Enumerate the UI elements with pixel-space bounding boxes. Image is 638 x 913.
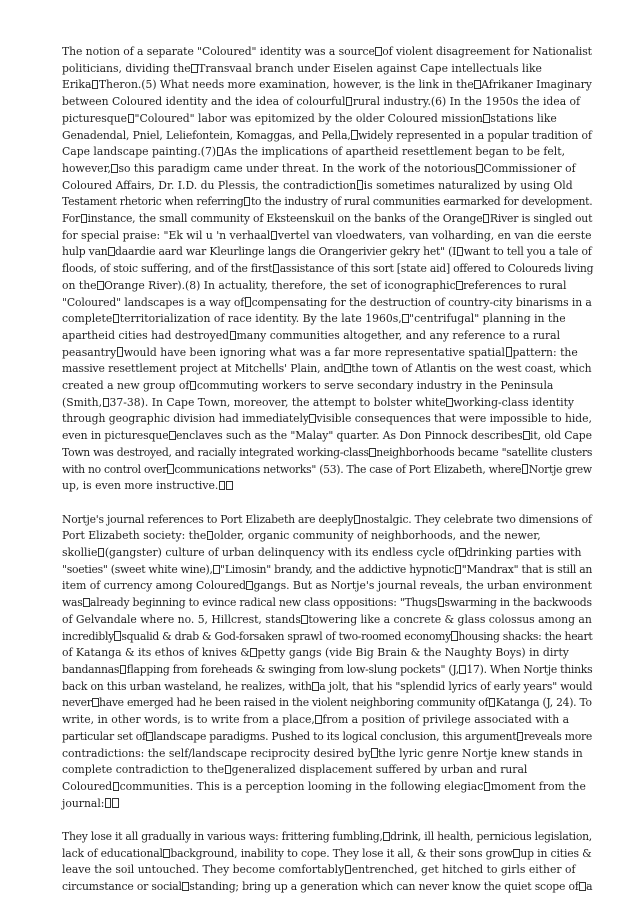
- paragraph-2: [62, 512, 592, 813]
- missing-glyph-box: [225, 765, 231, 774]
- missing-glyph-box: [190, 381, 196, 390]
- missing-glyph-box: [438, 598, 444, 607]
- missing-glyph-box: [182, 882, 188, 891]
- missing-glyph-box: [579, 882, 585, 891]
- missing-glyph-box: [345, 865, 351, 874]
- missing-glyph-box: [120, 665, 126, 674]
- document-page: [62, 44, 592, 913]
- text-line: on the Orange River).(8) In actuality, therefore, the set of iconographic references to rural: [62, 278, 567, 292]
- missing-glyph-box: [92, 698, 98, 707]
- missing-glyph-box: [371, 748, 377, 757]
- text-line: Coloured Affairs, Dr. I.D. du Plessis, the contradiction is sometimes naturalized by using Old: [62, 178, 573, 192]
- text-line: Port Elizabeth society: the older, organic community of neighborhoods, and the newer,: [62, 529, 541, 543]
- text-line: particular set of landscape paradigms. Pushed to its logical conclusion, this argument reveals more: [62, 729, 593, 743]
- text-line: item of currency among Coloured gangs. But as Nortje's journal reveals, the urban environment: [62, 579, 592, 593]
- text-line: Town was destroyed, and racially integrated working-class neighborhoods became "satellite clusters: [62, 445, 593, 459]
- missing-glyph-box: [244, 197, 250, 206]
- missing-glyph-box: [309, 414, 315, 423]
- missing-glyph-box: [105, 798, 111, 807]
- missing-glyph-box: [451, 631, 457, 640]
- missing-glyph-box: [167, 464, 173, 473]
- missing-glyph-box: [114, 631, 120, 640]
- missing-glyph-box: [81, 214, 87, 223]
- missing-glyph-box: [402, 314, 408, 323]
- text-line: The notion of a separate "Coloured" identity was a source of violent disagreement for Nationalist: [62, 45, 592, 58]
- missing-glyph-box: [312, 682, 318, 691]
- missing-glyph-box: [474, 80, 480, 89]
- missing-glyph-box: [506, 347, 512, 356]
- text-line: never have emerged had he been raised in the violent neighboring community of Katanga (J, 24). To: [62, 696, 592, 710]
- missing-glyph-box: [446, 398, 452, 407]
- text-line: hulp van daardie aard war Kleurlinge langs die Orangerivier gekry het" (I want to tell you a tale of: [62, 245, 592, 259]
- missing-glyph-box: [459, 665, 465, 674]
- text-line: created a new group of commuting workers to serve secondary industry in the Peninsula: [62, 379, 554, 393]
- text-line: journal:: [62, 796, 592, 813]
- missing-glyph-box: [271, 231, 277, 240]
- text-line: bandannas flapping from foreheads & swinging from low-slung pockets" (J, 17). When Nortje thinks: [62, 663, 593, 676]
- text-line: incredibly squalid & drab & God-forsaken sprawl of two-roomed economy housing shacks: the heart: [62, 629, 593, 643]
- missing-glyph-box: [517, 732, 523, 741]
- missing-glyph-box: [219, 481, 225, 490]
- missing-glyph-box: [456, 281, 462, 290]
- missing-glyph-box: [483, 114, 489, 123]
- missing-glyph-box: [346, 97, 352, 106]
- document-body: [62, 44, 592, 896]
- missing-glyph-box: [213, 565, 219, 574]
- text-line: contradictions: the self/landscape reciprocity desired by the lyric genre Nortje knew stands in: [62, 746, 583, 760]
- text-line: Coloured communities. This is a perception looming in the following elegiac moment from the: [62, 779, 586, 793]
- missing-glyph-box: [351, 130, 357, 139]
- missing-glyph-box: [455, 565, 461, 574]
- missing-glyph-box: [357, 180, 363, 189]
- missing-glyph-box: [457, 247, 463, 256]
- missing-glyph-box: [146, 732, 152, 741]
- text-line: write, in other words, is to write from a place, from a position of privilege associated with a: [62, 713, 570, 727]
- missing-glyph-box: [128, 114, 134, 123]
- missing-glyph-box: [112, 798, 118, 807]
- missing-glyph-box: [226, 481, 232, 490]
- missing-glyph-box: [98, 548, 104, 557]
- missing-glyph-box: [117, 347, 123, 356]
- text-line: of Gelvandale where no. 5, Hillcrest, stands towering like a concrete & glass colossus among an: [62, 612, 592, 626]
- missing-glyph-box: [217, 147, 223, 156]
- text-line: apartheid cities had destroyed many communities altogether, and any reference to a rural: [62, 328, 561, 342]
- missing-glyph-box: [245, 297, 251, 306]
- text-line: (Smith, 37-38). In Cape Town, moreover, the attempt to bolster white working-class identity: [62, 395, 575, 409]
- text-line: for special praise: "Ek wil u 'n verhaal vertel van vloedwaters, van volharding, en van die eerste: [62, 228, 592, 242]
- missing-glyph-box: [108, 247, 114, 256]
- text-line: complete territorialization of race identity. By the late 1960s, "centrifugal" planning in the: [62, 312, 566, 326]
- text-line: Cape landscape painting.(7) As the implications of apartheid resettlement began to be felt,: [62, 145, 566, 159]
- missing-glyph-box: [250, 648, 256, 657]
- missing-glyph-box: [163, 849, 169, 858]
- missing-glyph-box: [489, 698, 495, 707]
- text-line: Nortje's journal references to Port Elizabeth are deeply nostalgic. They celebrate two dimensions of: [62, 512, 592, 526]
- text-line: was already beginning to evince radical new class oppositions: "Thugs swarming in the backwoods: [62, 596, 592, 610]
- missing-glyph-box: [191, 64, 197, 73]
- missing-glyph-box: [113, 782, 119, 791]
- missing-glyph-box: [83, 598, 89, 607]
- missing-glyph-box: [354, 515, 360, 524]
- text-line: lack of educational background, inability to cope. They lose it all, & their sons grow up in cities &: [62, 846, 592, 860]
- missing-glyph-box: [103, 398, 109, 407]
- missing-glyph-box: [301, 615, 307, 624]
- text-line: For instance, the small community of Eksteenskuil on the banks of the Orange River is singled out: [62, 212, 593, 226]
- text-line: with no control over communications networks" (53). The case of Port Elizabeth, where Nortje grew: [62, 462, 592, 476]
- text-line: even in picturesque enclaves such as the "Malay" quarter. As Don Pinnock describes it, old Cape: [62, 429, 592, 443]
- missing-glyph-box: [230, 331, 236, 340]
- text-line: up, is even more instructive.: [62, 478, 592, 495]
- text-line: back on this urban wasteland, he realizes, with a jolt, that his "splendid lyrics of early years" would: [62, 679, 593, 693]
- text-line: massive resettlement project at Mitchells' Plain, and the town of Atlantis on the west coast, which: [62, 362, 592, 376]
- missing-glyph-box: [97, 281, 103, 290]
- text-line: Genadendal, Pniel, Leliefontein, Komaggas, and Pella, widely represented in a popular tradition of: [62, 128, 592, 142]
- text-line: Erika Theron.(5) What needs more examination, however, is the link in the Afrikaner Imaginary: [62, 78, 592, 92]
- missing-glyph-box: [484, 782, 490, 791]
- text-line: "soeties" (sweet white wine), "Limosin" brandy, and the addictive hypnotic "Mandrax" that is still an: [62, 562, 593, 576]
- missing-glyph-box: [523, 431, 529, 440]
- text-line: through geographic division had immediately visible consequences that were impossible to hide,: [62, 412, 592, 426]
- missing-glyph-box: [375, 47, 381, 56]
- text-line: They lose it all gradually in various ways: frittering fumbling, drink, ill health, pernicious legislation,: [62, 830, 592, 844]
- text-line: leave the soil untouched. They become comfortably entrenched, get hitched to girls either of: [62, 863, 576, 877]
- text-line: circumstance or social standing; bring up a generation which can never know the quiet scope of a: [62, 880, 593, 894]
- missing-glyph-box: [207, 531, 213, 540]
- missing-glyph-box: [483, 214, 489, 223]
- text-line: "Coloured" landscapes is a way of compensating for the destruction of country-city binarisms in a: [62, 295, 592, 309]
- missing-glyph-box: [273, 264, 279, 273]
- text-line: however, so this paradigm came under threat. In the work of the notorious Commissioner of: [62, 161, 576, 175]
- text-line: floods, of stoic suffering, and of the first assistance of this sort [state aid] offered to Coloureds living: [62, 262, 594, 276]
- missing-glyph-box: [315, 715, 321, 724]
- missing-glyph-box: [111, 164, 117, 173]
- missing-glyph-box: [92, 80, 98, 89]
- missing-glyph-box: [383, 832, 389, 841]
- missing-glyph-box: [476, 164, 482, 173]
- text-line: Testament rhetoric when referring to the industry of rural communities earmarked for development.: [62, 195, 593, 209]
- missing-glyph-box: [513, 849, 519, 858]
- missing-glyph-box: [369, 448, 375, 457]
- missing-glyph-box: [113, 314, 119, 323]
- text-line: of Katanga & its ethos of knives & petty gangs (vide Big Brain & the Naughty Boys) in dirty: [62, 646, 569, 660]
- paragraph-1: [62, 44, 592, 495]
- text-line: complete contradiction to the generalized displacement suffered by urban and rural: [62, 763, 528, 777]
- text-line: picturesque "Coloured" labor was epitomized by the older Coloured mission stations like: [62, 111, 557, 125]
- text-line: politicians, dividing the Transvaal branch under Eiselen against Cape intellectuals like: [62, 61, 542, 75]
- text-line: between Coloured identity and the idea of colourful rural industry.(6) In the 1950s the idea of: [62, 95, 581, 109]
- missing-glyph-box: [169, 431, 175, 440]
- paragraph-3: [62, 829, 592, 896]
- missing-glyph-box: [522, 464, 528, 473]
- text-line: peasantry would have been ignoring what was a far more representative spatial pattern: the: [62, 345, 578, 359]
- missing-glyph-box: [459, 548, 465, 557]
- text-line: skollie (gangster) culture of urban delinquency with its endless cycle of drinking parties with: [62, 546, 582, 560]
- missing-glyph-box: [246, 581, 252, 590]
- missing-glyph-box: [344, 364, 350, 373]
